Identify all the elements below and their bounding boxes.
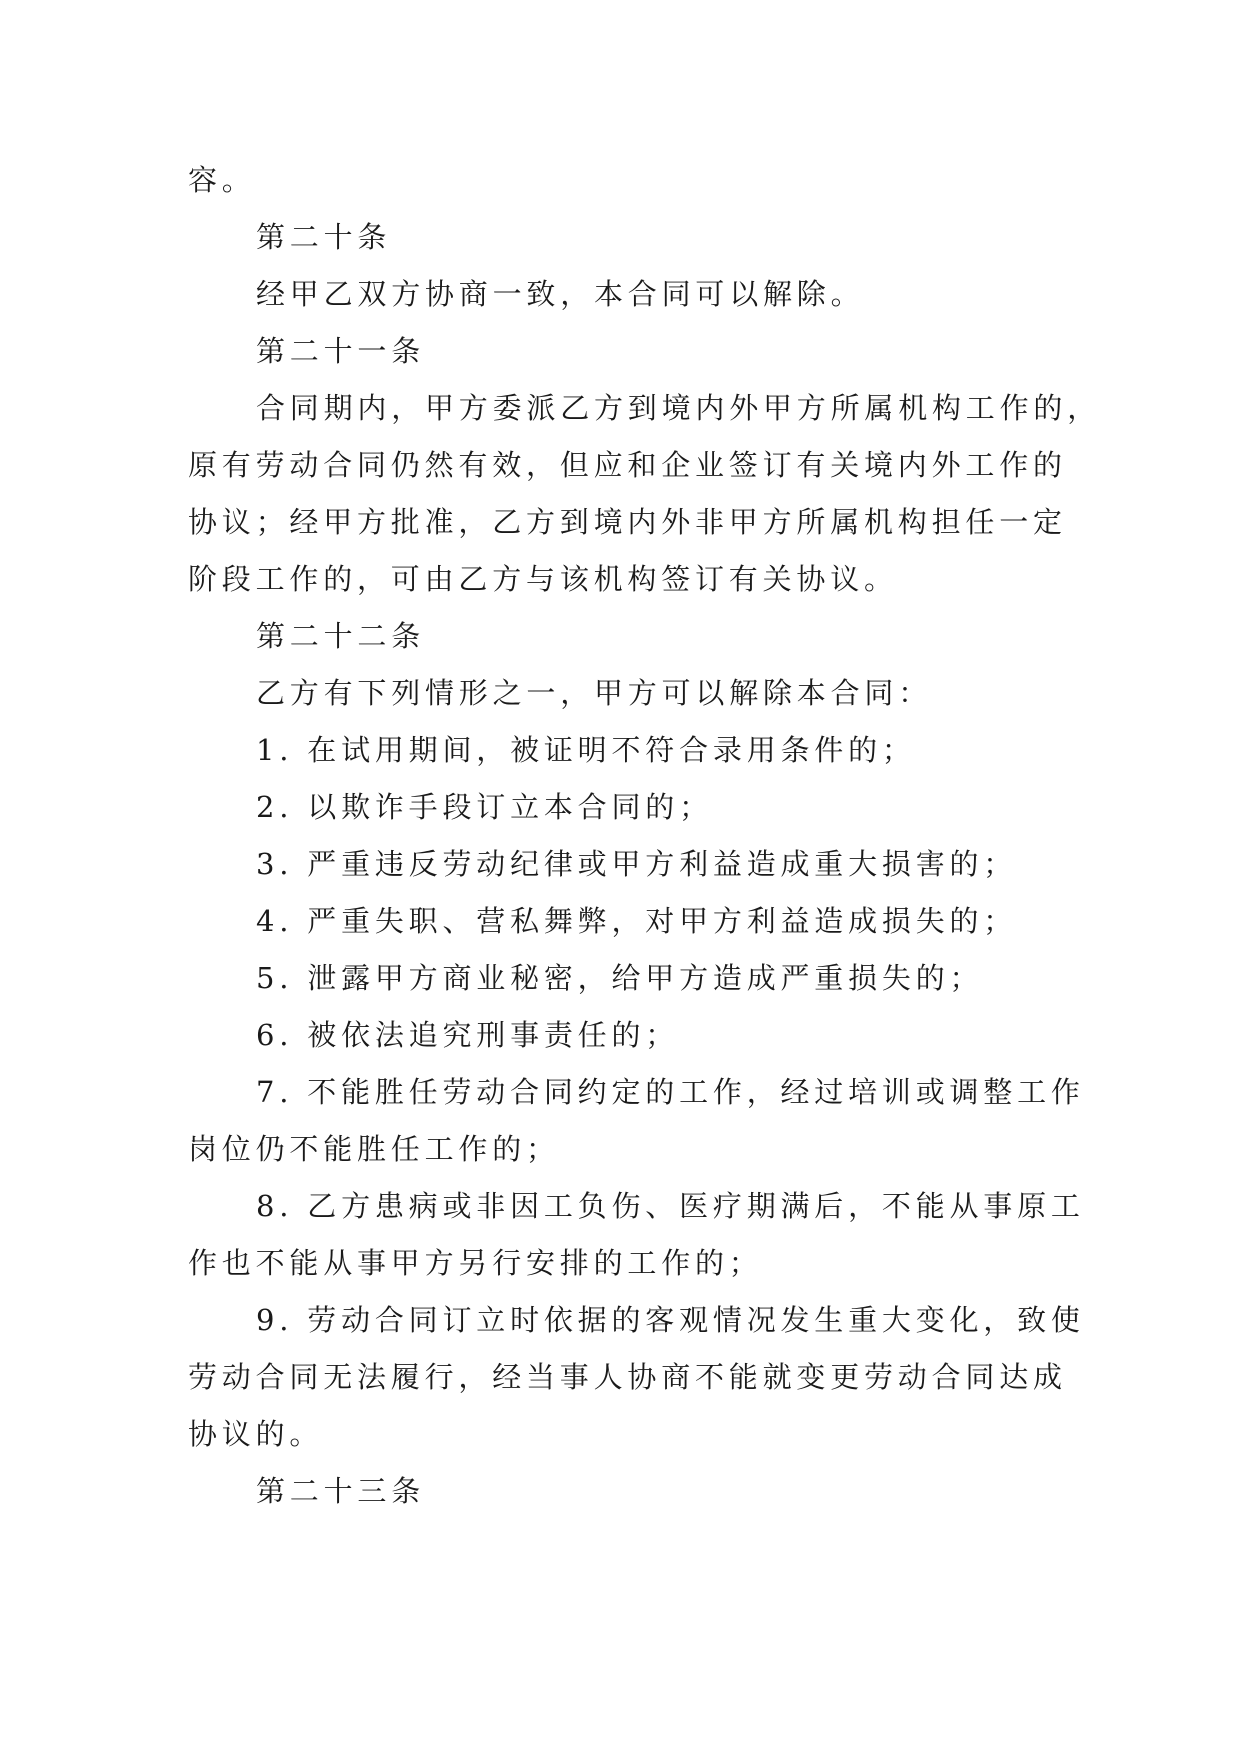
list-item: 4. 严重失职、营私舞弊，对甲方利益造成损失的； xyxy=(256,904,1018,938)
text-line: 容。 xyxy=(188,163,256,197)
text-line: 经甲乙双方协商一致，本合同可以解除。 xyxy=(256,277,865,311)
text-line: 劳动合同无法履行，经当事人协商不能就变更劳动合同达成 xyxy=(188,1360,1067,1394)
text-line: 协议的。 xyxy=(188,1417,324,1451)
text-line: 合同期内，甲方委派乙方到境内外甲方所属机构工作的， xyxy=(256,391,1102,425)
list-item: 2. 以欺诈手段订立本合同的； xyxy=(256,790,713,824)
text-line: 协议；经甲方批准，乙方到境内外非甲方所属机构担任一定 xyxy=(188,505,1067,539)
article-heading: 第二十条 xyxy=(256,220,392,254)
article-heading: 第二十三条 xyxy=(256,1474,426,1508)
list-item: 8. 乙方患病或非因工负伤、医疗期满后，不能从事原工 xyxy=(256,1189,1085,1223)
text-line: 乙方有下列情形之一，甲方可以解除本合同： xyxy=(256,676,933,710)
article-heading: 第二十一条 xyxy=(256,334,426,368)
list-item: 3. 严重违反劳动纪律或甲方利益造成重大损害的； xyxy=(256,847,1018,881)
article-heading: 第二十二条 xyxy=(256,619,426,653)
list-item: 9. 劳动合同订立时依据的客观情况发生重大变化，致使 xyxy=(256,1303,1085,1337)
document-page xyxy=(188,152,1102,1520)
text-line: 岗位仍不能胜任工作的； xyxy=(188,1132,560,1166)
text-line: 作也不能从事甲方另行安排的工作的； xyxy=(188,1246,763,1280)
text-line: 原有劳动合同仍然有效，但应和企业签订有关境内外工作的 xyxy=(188,448,1067,482)
list-item: 6. 被依法追究刑事责任的； xyxy=(256,1018,680,1052)
list-item: 7. 不能胜任劳动合同约定的工作，经过培训或调整工作 xyxy=(256,1075,1085,1109)
list-item: 1. 在试用期间，被证明不符合录用条件的； xyxy=(256,733,916,767)
text-line: 阶段工作的，可由乙方与该机构签订有关协议。 xyxy=(188,562,898,596)
list-item: 5. 泄露甲方商业秘密，给甲方造成严重损失的； xyxy=(256,961,984,995)
